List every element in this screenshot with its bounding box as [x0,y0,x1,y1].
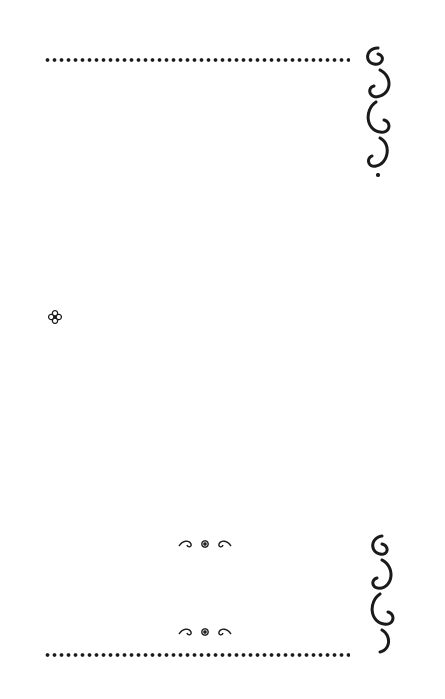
divider-ornament-icon [175,626,235,638]
section-heading [47,309,69,325]
top-dotted-rule [44,58,350,62]
swirl-ornament-icon [358,40,398,180]
flower-bullet-icon [47,309,63,325]
bottom-dotted-rule [44,653,350,657]
swirl-ornament-icon [362,530,402,660]
divider-ornament-icon [175,538,235,550]
